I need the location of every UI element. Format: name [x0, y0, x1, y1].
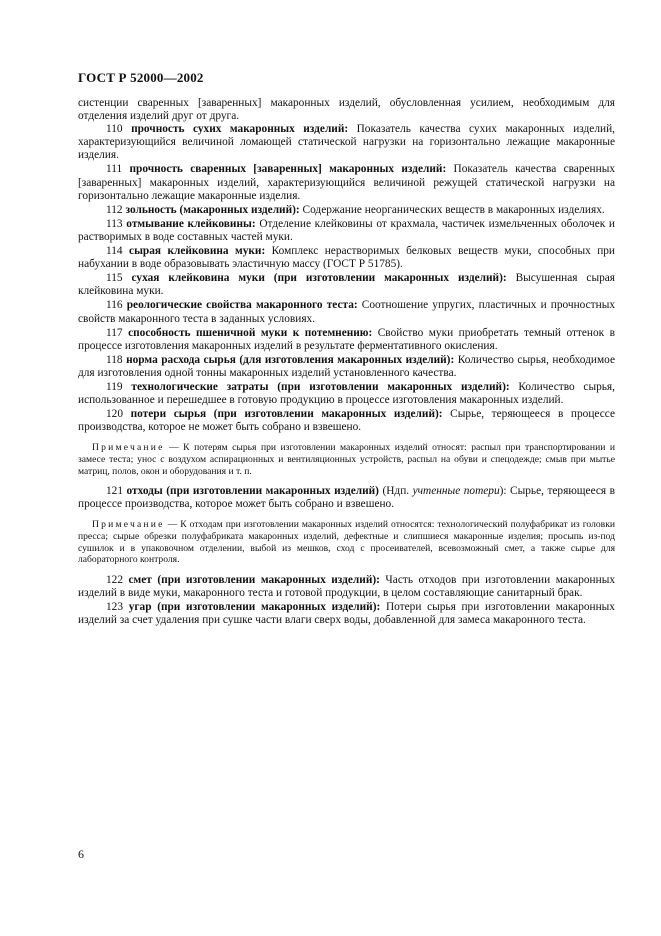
entry-definition: ): Сырье, теряющееся в процессе производства, которое может быть собрано и взвешено. [78, 485, 615, 511]
entry-pre: (Ндп. [378, 485, 413, 498]
entry-term: способность пшеничной муки к потемнению: [128, 326, 373, 339]
term-entry-123 [78, 601, 615, 627]
term-entry-119 [78, 381, 615, 407]
entry-number: 116 [106, 299, 123, 312]
entry-number: 119 [106, 380, 123, 393]
note-waste [78, 519, 615, 565]
entry-number: 111 [106, 163, 123, 176]
entry-term: технологические затраты (при изготовлении макаронных изделий): [131, 380, 510, 393]
entry-term: прочность сухих макаронных изделий: [131, 123, 349, 136]
entry-term: потери сырья (при изготовлении макаронных изделий): [130, 408, 443, 421]
entry-number: 115 [106, 272, 123, 285]
term-entries-2 [78, 574, 615, 627]
term-entry-111 [78, 163, 615, 202]
entry-number: 122 [106, 573, 124, 586]
term-entry-117 [78, 327, 615, 353]
deprecated-term: учтенные потери [412, 485, 500, 498]
entry-term: сырая клейковина муки: [129, 245, 266, 258]
term-entry-122 [78, 574, 615, 600]
entry-definition: Количество сырья, необходимое для изготовления одной тонны макаронных изделий установленного качества. [78, 353, 615, 379]
entry-definition: Показатель качества сухих макаронных изделий, характеризующийся величиной ломающей статической нагрузки на горизонтально лежащие макаронные изделия. [78, 123, 615, 162]
entry-definition: Высушенная сырая клейковина муки. [78, 272, 615, 298]
term-entry-121 [78, 485, 615, 511]
page-number: 6 [78, 847, 84, 861]
entry-term: отмывание клейковины: [126, 217, 256, 230]
entry-number: 113 [106, 217, 123, 230]
term-entry-114 [78, 245, 615, 271]
entry-definition: Сырье, теряющееся в процессе производства, которое не может быть собрано и взвешено. [78, 408, 615, 434]
entry-term: смет (при изготовлении макаронных изделий): [128, 573, 380, 586]
entry-number: 120 [106, 408, 124, 421]
entry-term: сухая клейковина муки (при изготовлении макаронных изделий): [131, 272, 507, 285]
entry-term: зольность (макаронных изделий): [125, 203, 300, 216]
document-body [78, 97, 615, 627]
term-entry-120 [78, 408, 615, 434]
entry-number: 118 [106, 353, 123, 366]
entry-term: реологические свойства макаронного теста: [126, 299, 358, 312]
entry-number: 110 [106, 123, 123, 136]
entry-definition: Комплекс нерастворимых белковых веществ муки, способных при набухании в воде образовывать эластичную массу (ГОСТ Р 51785). [78, 245, 616, 271]
entry-definition: Отделение клейковины от крахмала, частичек измельченных оболочек и растворимых в воде составных частей муки. [78, 217, 616, 243]
entry-term: отходы (при изготовлении макаронных изделий) [126, 485, 379, 498]
term-entry-110 [78, 123, 615, 162]
entry-number: 123 [106, 600, 124, 613]
note-text: — К отходам при изготовлении макаронных изделий относятся: технологический полуфабрикат из головки пресса; сырые обрезки полуфабриката макаронных изделий, дефектные и слипшиеся макаронные изделия; просыпь из-под сушилок и в упаковочном отделении, выбой из мешков, сход с просеивателей, всевозможный смет, а также сырье для лабораторного контроля. [78, 519, 615, 566]
entry-number: 114 [106, 245, 123, 258]
entry-term: угар (при изготовлении макаронных изделий): [128, 600, 381, 613]
term-entry-113 [78, 218, 615, 244]
entry-definition: Количество сырья, использованное и перешедшее в готовую продукцию в процессе изготовления макаронных изделий. [78, 380, 615, 407]
entry-number: 121 [106, 485, 124, 498]
term-entry-116 [78, 299, 615, 325]
term-entry-118 [78, 354, 615, 380]
entry-number: 117 [106, 326, 123, 339]
entry-definition: Потери сырья при изготовлении макаронных изделий за счет удаления при сушке части влаги сверх воды, добавленной для замеса макаронного теста. [78, 600, 615, 626]
note-text: — К потерям сырья при изготовлении макаронных изделий относят: распыл при транспортировании и замесе теста; унос с воздухом аспирационных и вентиляционных устройств, распыл на обуви и спецодежде; смыв при мытье матриц, полов, окон и оборудования и т. п. [78, 442, 615, 477]
entry-definition: Содержание неорганических веществ в макаронных изделиях. [299, 203, 605, 216]
entry-definition: Свойство муки приобретать темный оттенок в процессе изготовления макаронных изделий в результате ферментативного окисления. [78, 326, 615, 352]
continued-paragraph: систенции сваренных [заваренных] макаронных изделий, обусловленная усилием, необходимым для отделения изделий друг от друга. [78, 97, 615, 123]
entry-number: 112 [106, 203, 123, 216]
term-entries [78, 123, 615, 434]
entry-term: прочность сваренных [заваренных] макаронных изделий: [129, 163, 447, 176]
note-label: Примечание [92, 442, 165, 454]
note-losses [78, 442, 615, 477]
entry-definition: Показатель качества сваренных [заваренных] макаронных изделий, характеризующийся величиной режущей статической нагрузки на горизонтально лежащие макаронные изделия. [78, 163, 615, 202]
term-entry-115 [78, 272, 615, 298]
entry-definition: Соотношение упругих, пластичных и прочностных свойств макаронного теста в заданных условиях. [78, 299, 615, 325]
note-label: Примечание [92, 519, 165, 531]
standard-header: ГОСТ Р 52000—2002 [78, 70, 204, 85]
entry-definition: Часть отходов при изготовлении макаронных изделий в виде муки, макаронного теста и готовой продукции, в целом составляющие санитарный брак. [78, 573, 615, 599]
entry-term: норма расхода сырья (для изготовления макаронных изделий): [126, 353, 455, 366]
term-entry-112 [78, 204, 615, 217]
